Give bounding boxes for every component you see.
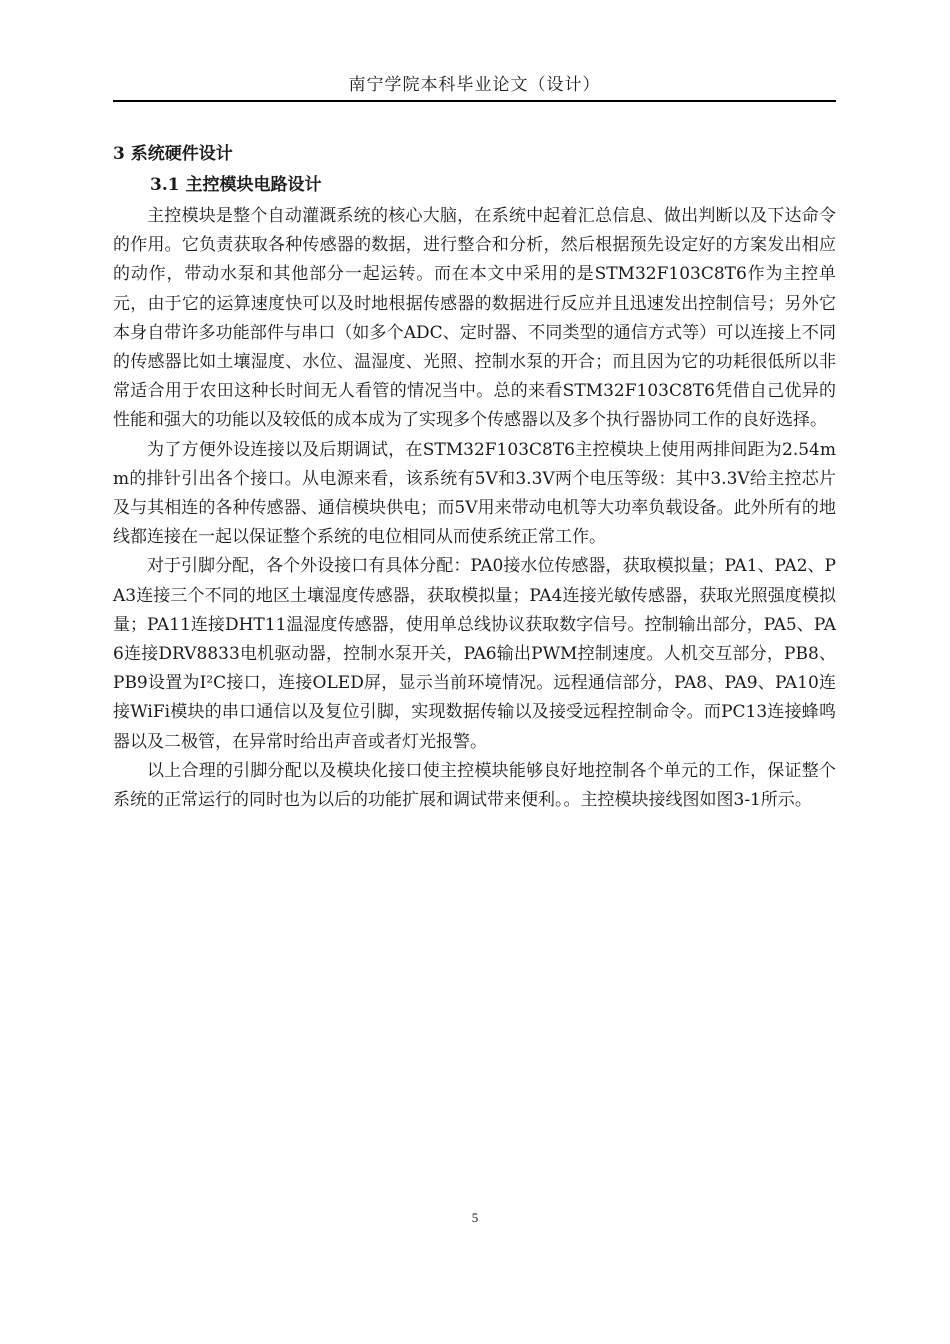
paragraph-pin-assignment: 对于引脚分配，各个外设接口有具体分配：PA0接水位传感器，获取模拟量；PA1、PA2、PA3连接三个不同的地区土壤湿度传感器，获取模拟量；PA4连接光敏传感器，获取光照强度模拟量；PA11连接DHT11温湿度传感器，使用单总线协议获取数字信号。控制输出部分，PA5、PA6连接DRV8833电机驱动器，控制水泵开关，PA6输出PWM控制速度。人机交互部分，PB8、PB9设置为I²C接口，连接OLED屏，显示当前环境情况。远程通信部分，PA8、PA9、PA10连接WiFi模块的串口通信以及复位引脚，实现数据传输以及接受远程控制命令。而PC13连接蜂鸣器以及二极管，在异常时给出声音或者灯光报警。 [113, 556, 836, 752]
paragraph-power-and-headers: 为了方便外设连接以及后期调试，在STM32F103C8T6主控模块上使用两排间距为2.54mm的排针引出各个接口。从电源来看，该系统有5V和3.3V两个电压等级：其中3.3V给主控芯片及与其相连的各种传感器、通信模块供电；而5V用来带动电机等大功率负载设备。此外所有的地线都连接在一起以保证整个系统的电位相同从而使系统正常工作。 [113, 439, 836, 548]
header-rule [113, 100, 836, 102]
page-number: 5 [471, 1210, 479, 1225]
paragraph-summary: 以上合理的引脚分配以及模块化接口使主控模块能够良好地控制各个单元的工作，保证整个系统的正常运行的同时也为以后的功能扩展和调试带来便利。。主控模块接线图如图3-1所示。 [113, 760, 836, 811]
paragraph-main-control-overview: 主控模块是整个自动灌溉系统的核心大脑，在系统中起着汇总信息、做出判断以及下达命令的作用。它负责获取各种传感器的数据，进行整合和分析，然后根据预先设定好的方案发出相应的动作，带动水泵和其他部分一起运转。而在本文中采用的是STM32F103C8T6作为主控单元，由于它的运算速度快可以及时地根据传感器的数据进行反应并且迅速发出控制信号；另外它本身自带许多功能部件与串口（如多个ADC、定时器、不同类型的通信方式等）可以连接上不同的传感器比如土壤湿度、水位、温湿度、光照、控制水泵的开合；而且因为它的功耗很低所以非常适合用于农田这种长时间无人看管的情况当中。总的来看STM32F103C8T6凭借自己优异的性能和强大的功能以及较低的成本成为了实现多个传感器以及多个执行器协同工作的良好选择。 [113, 206, 836, 431]
subsection-heading: 3.1 主控模块电路设计 [150, 175, 322, 195]
section-heading: 3 系统硬件设计 [113, 144, 233, 164]
body-text [113, 202, 836, 815]
page-header: 南宁学院本科毕业论文（设计） [348, 75, 601, 95]
